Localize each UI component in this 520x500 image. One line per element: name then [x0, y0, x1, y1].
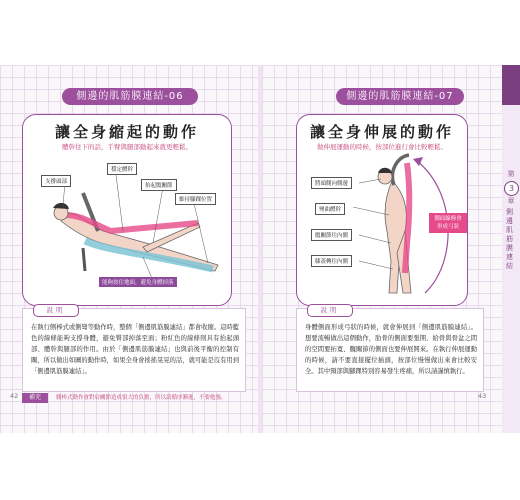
chapter-suffix: 章 — [507, 197, 515, 205]
label-raise-hip: 抬起髖關節 — [141, 179, 177, 191]
right-page-number: 43 — [478, 392, 487, 400]
leader-line — [359, 261, 393, 269]
label-stabilize-trunk: 穩定體幹 — [107, 163, 137, 175]
left-header-pill: 側邊的肌筋膜連結-06 — [62, 88, 198, 105]
leader-line — [359, 179, 381, 183]
label-support-head: 支撐頭部 — [41, 175, 71, 187]
chapter-tab-bar — [502, 65, 520, 105]
label-bottom-note: 能夠按住地面，避免身體掉落 — [99, 277, 177, 287]
supplement-text: 側棒式動作會對肩關節造成很大的負擔，所以請循序漸進，不要勉強。 — [56, 395, 227, 401]
label-knee-inward: 膝蓋轉往內側 — [311, 255, 352, 267]
hair — [378, 168, 392, 173]
left-explain-text: 在執行側棒式或側彎等動作時，整個「側邊肌筋膜連結」都會收縮。這時藍色的線條能夠支撐身體，避免臀部掉落至面；粉紅色的線條則具有抬起頭部、體幹與腿部的作用。由於「側邊肌筋膜連結」也與前後平衡的控制有關，所以做出如圖的動作時，如果全身會搖搖晃晃的話，就可能是沒有用到「側邊肌筋膜連結」。 — [31, 324, 239, 375]
right-card-subtitle: 做伸展運動的時候，按部位進行會比較輕鬆。 — [317, 143, 447, 151]
label-keep-ankle: 維持腳踝位置 — [175, 193, 216, 205]
right-explain-text: 身體側面形成弓狀的時候，就會伸展到「側邊肌筋膜連結」。想要流暢做出這個動作，肋骨的側面要張開、給骨與骨盆之間的空間要拓寬、髖關節的側面也要伸展開來。在執行伸展運動的時候，請不要直接擺位插頭，按部位慢慢做出來會比較安全。其中頸部與腳踝特別容易發生疼痛，所以請謹慎執行。 — [305, 324, 477, 375]
right-explain-tag: 說明 — [307, 304, 353, 317]
label-bend-trunk: 彎曲體幹 — [315, 203, 345, 215]
chapter-tab — [502, 65, 520, 433]
left-explanation-box — [22, 308, 246, 392]
left-card-subtitle: 體幹往下的話，手臂與腿部動起來就更輕鬆。 — [62, 143, 192, 151]
supplement-tag: 補充 — [22, 393, 48, 403]
label-bend-head: 將頭側向側邊 — [311, 177, 352, 189]
right-header-pill: 側邊的肌筋膜連結-07 — [336, 88, 464, 105]
chapter-title: 側邊肌筋膜連結 — [506, 208, 513, 270]
supplement-note — [22, 392, 252, 404]
leader-line — [193, 199, 208, 263]
leader-line — [115, 167, 123, 231]
hair — [53, 203, 69, 209]
leader-line — [153, 187, 163, 243]
chapter-label: 第 — [507, 170, 515, 178]
label-hip-inward: 髖關節往內側 — [311, 229, 352, 241]
leader-line — [353, 207, 389, 215]
left-illustration-card — [22, 114, 232, 306]
right-explanation-box — [296, 308, 484, 392]
right-card-title: 讓全身伸展的動作 — [309, 123, 454, 141]
leader-line — [359, 235, 391, 243]
left-card-title: 讓全身縮起的動作 — [54, 123, 199, 141]
support-arm — [83, 248, 85, 271]
right-illustration-card — [296, 114, 468, 306]
left-explain-tag: 說明 — [33, 304, 79, 317]
chapter-number: 3 — [504, 181, 519, 196]
label-arc-note: 側面線條會形成弓狀 — [429, 213, 467, 233]
left-page-number: 42 — [10, 392, 19, 400]
